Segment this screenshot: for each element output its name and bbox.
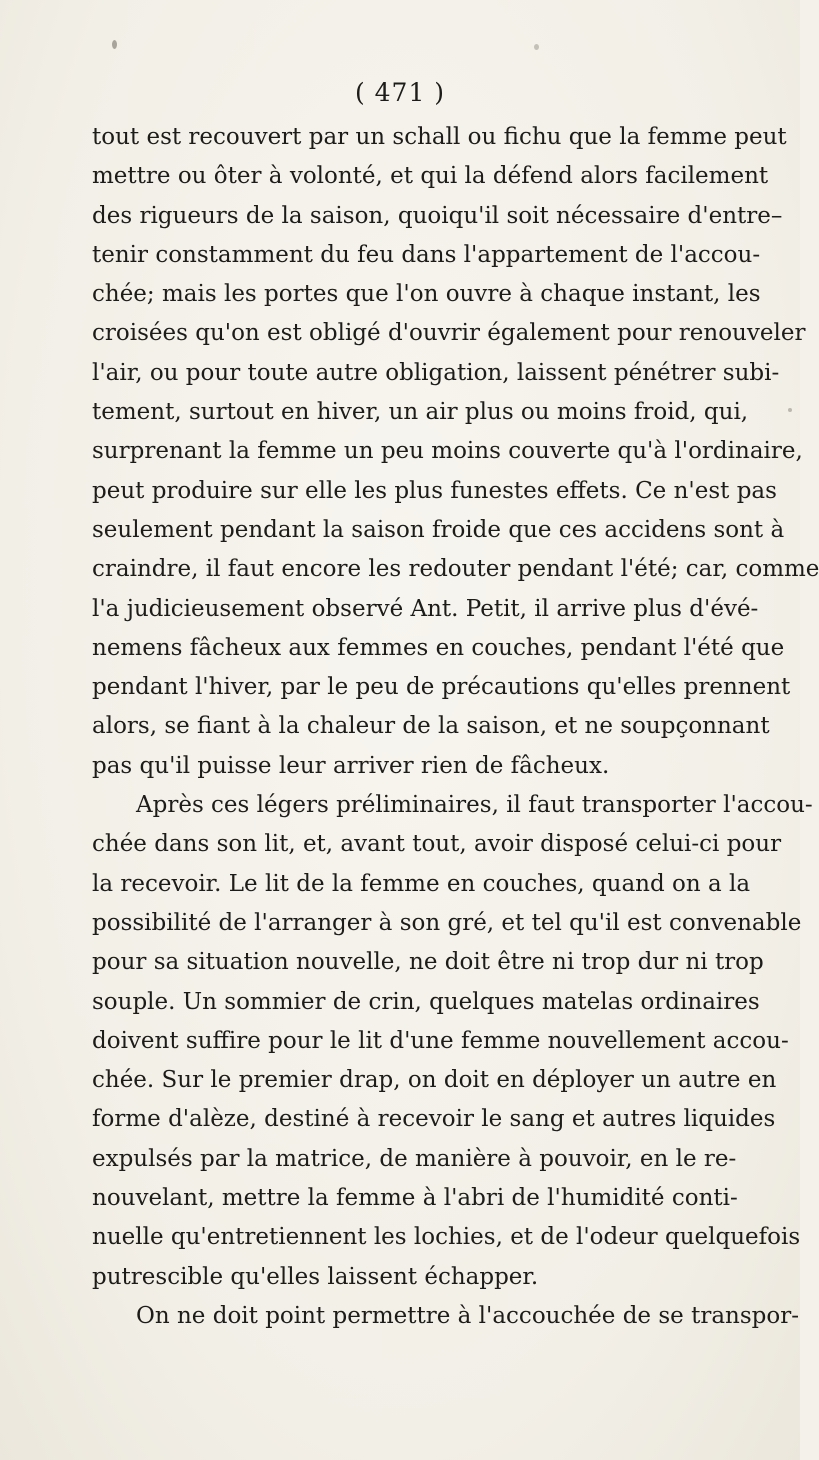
text-line: nouvelant, mettre la femme à l'abri de l'humidité conti- [92, 1185, 738, 1212]
text-line: doivent suffire pour le lit d'une femme nouvellement accou- [92, 1027, 789, 1054]
ink-speck [788, 408, 792, 412]
text-line: forme d'alèze, destiné à recevoir le sang et autres liquides [92, 1106, 776, 1133]
text-line: la recevoir. Le lit de la femme en couches, quand on a la [92, 870, 751, 897]
text-line: On ne doit point permettre à l'accouchée de se transpor- [136, 1302, 799, 1329]
text-line: alors, se fiant à la chaleur de la saison, et ne soupçonnant [92, 713, 770, 740]
text-line: l'air, ou pour toute autre obligation, laissent pénétrer subi- [92, 359, 780, 386]
text-line: chée; mais les portes que l'on ouvre à chaque instant, les [92, 281, 761, 308]
text-line: pour sa situation nouvelle, ne doit être ni trop dur ni trop [92, 949, 764, 976]
text-line: tement, surtout en hiver, un air plus ou moins froid, qui, [92, 399, 749, 426]
page-number: ( 471 ) [354, 78, 446, 107]
text-line: putrescible qu'elles laissent échapper. [92, 1263, 539, 1290]
text-line: pendant l'hiver, par le peu de précautions qu'elles prennent [92, 674, 791, 701]
text-line: nuelle qu'entretiennent les lochies, et de l'odeur quelquefois [92, 1224, 801, 1251]
text-line: chée. Sur le premier drap, on doit en déployer un autre en [92, 1067, 777, 1094]
text-line: chée dans son lit, et, avant tout, avoir disposé celui-ci pour [92, 831, 782, 858]
text-line: Après ces légers préliminaires, il faut transporter l'accou- [136, 792, 813, 819]
text-line: mettre ou ôter à volonté, et qui la défend alors facilement [92, 163, 769, 190]
text-line: souple. Un sommier de crin, quelques matelas ordinaires [92, 988, 760, 1015]
text-line: peut produire sur elle les plus funestes effets. Ce n'est pas [92, 477, 777, 504]
text-line: croisées qu'on est obligé d'ouvrir également pour renouveler [92, 320, 806, 347]
ink-speck [112, 40, 117, 49]
text-line: craindre, il faut encore les redouter pendant l'été; car, comme [92, 556, 819, 583]
text-line: possibilité de l'arranger à son gré, et tel qu'il est convenable [92, 909, 802, 936]
text-line: tenir constamment du feu dans l'appartement de l'accou- [92, 241, 761, 268]
ink-speck [534, 44, 539, 50]
body-text [92, 118, 819, 1336]
text-line: pas qu'il puisse leur arriver rien de fâcheux. [92, 752, 610, 779]
text-line: l'a judicieusement observé Ant. Petit, il arrive plus d'évé- [92, 595, 759, 622]
text-line: nemens fâcheux aux femmes en couches, pendant l'été que [92, 634, 785, 661]
text-line: seulement pendant la saison froide que ces accidens sont à [92, 516, 785, 543]
text-line: des rigueurs de la saison, quoiqu'il soit nécessaire d'entre– [92, 202, 783, 229]
text-line: tout est recouvert par un schall ou fichu que la femme peut [92, 124, 787, 150]
text-line: expulsés par la matrice, de manière à pouvoir, en le re- [92, 1145, 737, 1172]
text-line: surprenant la femme un peu moins couverte qu'à l'ordinaire, [92, 438, 803, 465]
